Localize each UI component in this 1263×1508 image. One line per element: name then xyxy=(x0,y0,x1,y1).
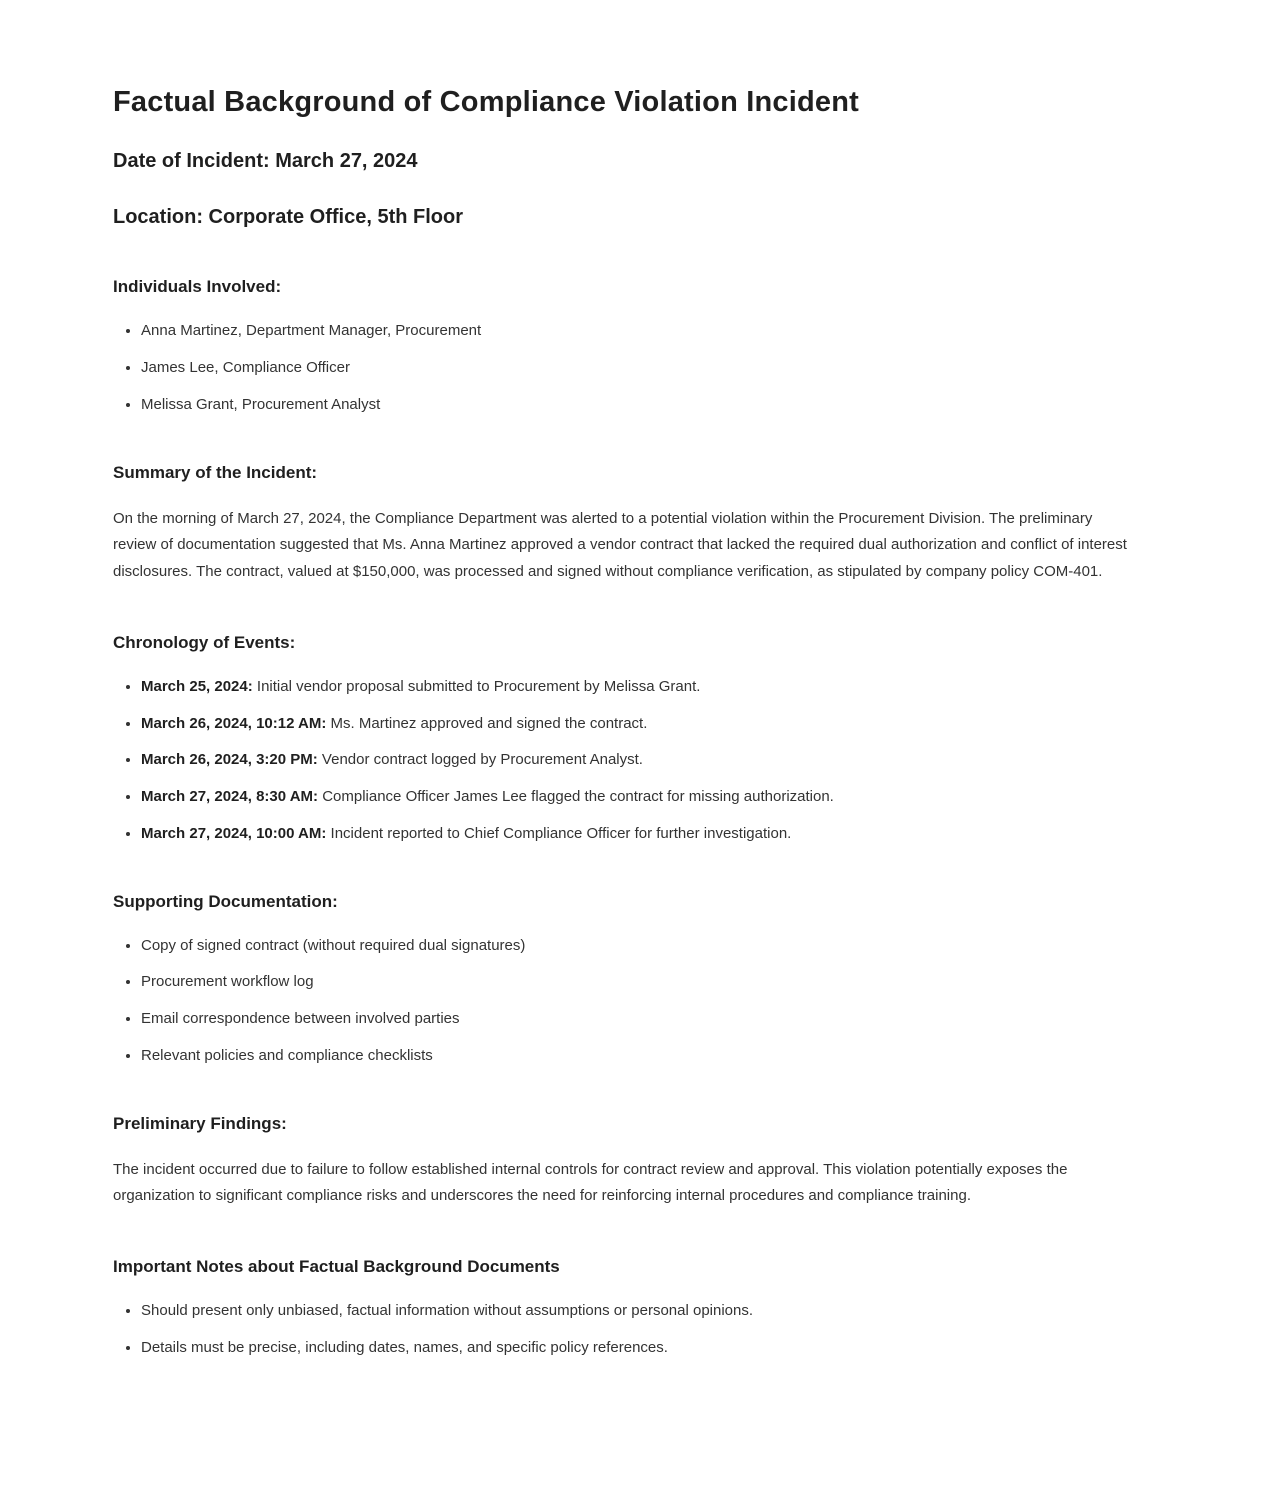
preliminary-findings-paragraph: The incident occurred due to failure to follow established internal controls for contract review and approval. This violation potentially exposes the organization to significant compliance risks and underscores the need for reinforcing internal procedures and compliance training. xyxy=(113,1160,1068,1205)
individuals-involved-heading: Individuals Involved: xyxy=(113,277,282,297)
chronology-event xyxy=(141,749,1135,771)
event-timestamp: March 27, 2024, 8:30 AM: xyxy=(141,788,319,806)
list-item: • Anna Martinez, Department Manager, Procurement xyxy=(141,320,1135,342)
preliminary-findings-heading: Preliminary Findings: xyxy=(113,1113,287,1133)
important-notes-list xyxy=(113,1300,1135,1359)
chronology-list xyxy=(113,676,1135,845)
list-item: • Melissa Grant, Procurement Analyst xyxy=(141,394,1135,416)
list-item: • Email correspondence between involved parties xyxy=(141,1008,1135,1030)
document-title: Factual Background of Compliance Violation Incident xyxy=(113,86,860,118)
chronology-event xyxy=(141,786,1135,808)
event-description: Initial vendor proposal submitted to Procurement by Melissa Grant. xyxy=(252,677,701,695)
list-item: • Should present only unbiased, factual information without assumptions or personal opinions. xyxy=(141,1300,1135,1322)
list-item: • James Lee, Compliance Officer xyxy=(141,357,1135,379)
chronology-event xyxy=(141,823,1135,845)
important-notes-heading: Important Notes about Factual Background Documents xyxy=(113,1257,560,1277)
chronology-heading: Chronology of Events: xyxy=(113,632,296,652)
event-description: Incident reported to Chief Compliance Officer for further investigation. xyxy=(326,824,792,842)
chronology-event xyxy=(141,676,1135,698)
incident-location-line: Location: Corporate Office, 5th Floor xyxy=(113,206,464,229)
event-description: Ms. Martinez approved and signed the contract. xyxy=(326,714,648,732)
summary-heading: Summary of the Incident: xyxy=(113,462,318,482)
list-item: • Details must be precise, including dates, names, and specific policy references. xyxy=(141,1337,1135,1359)
summary-paragraph: On the morning of March 27, 2024, the Compliance Department was alerted to a potential violation within the Procurement Division. The preliminary review of documentation suggested that Ms. Anna Martinez approved a vendor contract that lacked the required dual authorization and conflict of interest disclosures. The contract, valued at $150,000, was processed and signed without compliance verification, as stipulated by company policy COM-401. xyxy=(113,509,1127,581)
list-item: • Relevant policies and compliance checklists xyxy=(141,1045,1135,1067)
event-timestamp: March 27, 2024, 10:00 AM: xyxy=(141,824,327,842)
event-timestamp: March 25, 2024: xyxy=(141,677,253,695)
event-timestamp: March 26, 2024, 10:12 AM: xyxy=(141,714,327,732)
supporting-documentation-heading: Supporting Documentation: xyxy=(113,891,338,911)
supporting-documentation-list xyxy=(113,935,1135,1067)
list-item: • Procurement workflow log xyxy=(141,971,1135,993)
incident-date-line: Date of Incident: March 27, 2024 xyxy=(113,150,418,173)
chronology-event xyxy=(141,713,1135,735)
event-description: Compliance Officer James Lee flagged the contract for missing authorization. xyxy=(318,788,834,806)
list-item: • Copy of signed contract (without required dual signatures) xyxy=(141,935,1135,957)
event-timestamp: March 26, 2024, 3:20 PM: xyxy=(141,751,318,769)
individuals-involved-list xyxy=(113,320,1135,415)
event-description: Vendor contract logged by Procurement Analyst. xyxy=(317,751,643,769)
